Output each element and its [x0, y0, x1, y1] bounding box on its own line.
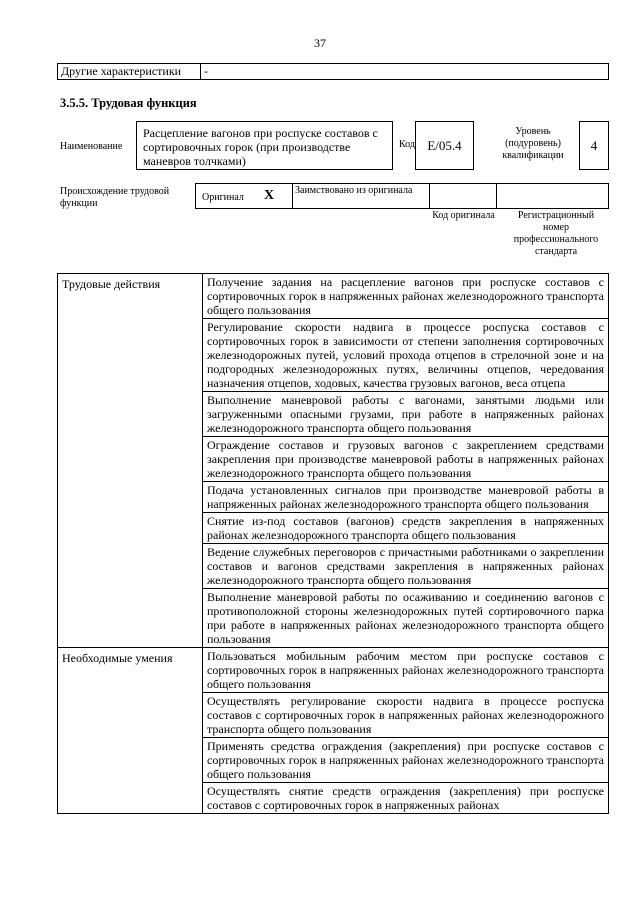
level-box: 4 — [579, 121, 609, 170]
reg-number-caption: Регистрационный номер профессионального стандарта — [513, 210, 599, 257]
reg-number-cell — [497, 184, 608, 208]
labor-function-table — [57, 273, 609, 814]
other-characteristics-row — [57, 63, 609, 80]
original-label: Оригинал — [202, 192, 244, 203]
origin-box — [195, 183, 609, 209]
required-skills-label: Необходимые умения — [58, 648, 203, 814]
section-title: 3.5.5. Трудовая функция — [60, 96, 197, 110]
page-number: 37 — [314, 36, 326, 50]
code-label: Код — [399, 139, 415, 150]
labor-action-item: Ведение служебных переговоров с причастными работниками о закреплении составов и вагонов средствами закрепления в напряженных районах железнодорожного транспорта общего пользования — [203, 544, 609, 589]
labor-action-item: Выполнение маневровой работы по осаживанию и соединению вагонов с противоположной стороны железнодорожных путей сортировочного парка при работе в напряженных районах железнодорожного транспорта общего пользования — [203, 589, 609, 648]
skill-item: Пользоваться мобильным рабочим местом при роспуске составов с сортировочных горок в напряженных районах железнодорожного транспорта общего пользования — [203, 648, 609, 693]
origin-label: Происхождение трудовой функции — [60, 186, 170, 209]
code-original-cell — [430, 184, 497, 208]
original-cell — [196, 184, 293, 208]
skill-item: Осуществлять снятие средств ограждения (закрепления) при роспуске составов с сортировочных горок в напряженных районах — [203, 783, 609, 814]
skill-item: Применять средства ограждения (закрепления) при роспуске составов с сортировочных горок в напряженных районах железнодорожного транспорта общего пользования — [203, 738, 609, 783]
labor-action-item: Регулирование скорости надвига в процессе роспуска составов с сортировочных горок в зависимости от степени заполнения сортировочных железнодорожных путей, условий прохода отцепов в стрелочной зоне и на подгородных железнодорожных путях, величины отцепов, чередования назначения отцепов, ходовых, качества грузовых вагонов, веса отцепа — [203, 319, 609, 392]
labor-action-item: Подача установленных сигналов при производстве маневровой работы в напряженных районах железнодорожного транспорта общего пользования — [203, 482, 609, 513]
name-label: Наименование — [60, 141, 123, 152]
other-characteristics-value: - — [201, 64, 609, 80]
labor-action-item: Ограждение составов и грузовых вагонов с закреплением средствами закрепления при производстве маневровой работы в напряженных районах железнодорожного транспорта общего пользования — [203, 437, 609, 482]
labor-action-item: Получение задания на расцепление вагонов при роспуске составов с сортировочных горок в напряженных районах железнодорожного транспорта общего пользования — [203, 274, 609, 319]
code-original-caption: Код оригинала — [432, 210, 495, 221]
original-mark: X — [264, 188, 275, 203]
labor-actions-label: Трудовые действия — [58, 274, 203, 648]
labor-action-item: Снятие из-под составов (вагонов) средств закрепления в напряженных районах железнодорожного транспорта общего пользования — [203, 513, 609, 544]
labor-action-item: Выполнение маневровой работы с вагонами, занятыми людьми или загруженными опасными грузами, при работе в напряженных районах железнодорожного транспорта общего пользования — [203, 392, 609, 437]
borrowed-cell: Заимствовано из оригинала — [293, 184, 430, 208]
function-code-box: E/05.4 — [415, 121, 474, 170]
level-label: Уровень (подуровень) квалификации — [502, 126, 564, 161]
other-characteristics-label: Другие характеристики — [58, 64, 201, 80]
function-name-box: Расцепление вагонов при роспуске составов с сортировочных горок (при производстве маневров толчками) — [136, 121, 393, 170]
skill-item: Осуществлять регулирование скорости надвига в процессе роспуска составов с сортировочных горок в напряженных районах железнодорожного транспорта общего пользования — [203, 693, 609, 738]
